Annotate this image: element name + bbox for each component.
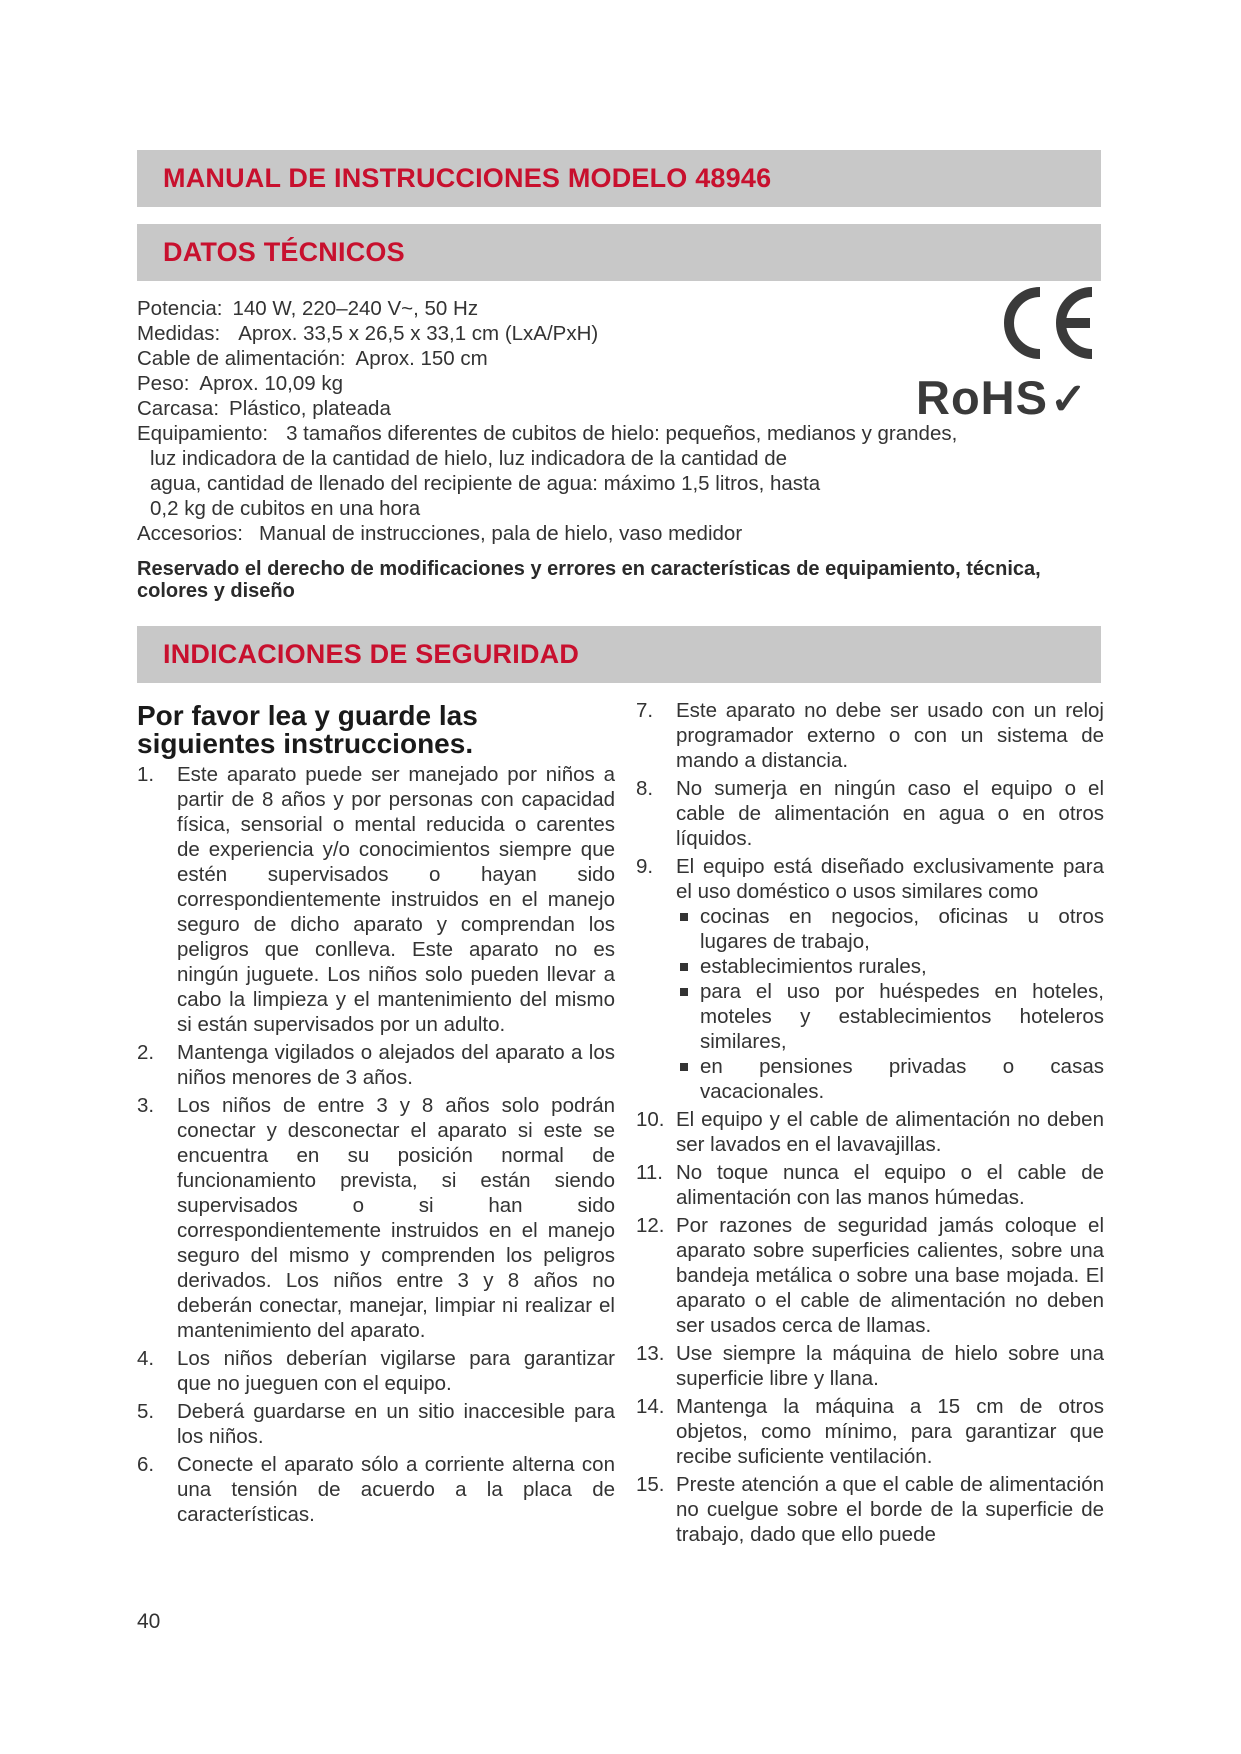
spec-equipment: Equipamiento: 3 tamaños diferentes de cubitos de hielo: pequeños, medianos y grandes,: [137, 422, 958, 445]
safety-item-number: 5.: [137, 1400, 155, 1423]
safety-item-text: Mantenga la máquina a 15 cm de otros objetos, como mínimo, para garantizar que recibe suficiente ventilación.: [676, 1395, 1104, 1468]
check-icon: ✓: [1049, 375, 1088, 424]
usage-bullet-item: [676, 954, 1104, 979]
usage-bullet-text: cocinas en negocios, oficinas u otros lugares de trabajo,: [700, 905, 1104, 953]
safety-item-text: Los niños deberían vigilarse para garantizar que no jueguen con el equipo.: [177, 1347, 615, 1395]
ce-mark-icon: [1000, 284, 1096, 362]
safety-item-number: 9.: [636, 855, 654, 878]
title-bar: [137, 150, 1101, 207]
section-title-safety: INDICACIONES DE SEGURIDAD: [163, 639, 580, 669]
safety-column-left: [137, 702, 615, 1530]
safety-item: [137, 1093, 615, 1343]
safety-item: [636, 1394, 1104, 1469]
safety-item: [137, 1399, 615, 1449]
usage-bullet-text: establecimientos rurales,: [700, 955, 927, 978]
safety-item-number: 3.: [137, 1094, 155, 1117]
usage-bullet-item: [676, 979, 1104, 1054]
rohs-mark: [916, 370, 1088, 425]
safety-item-text: Los niños de entre 3 y 8 años solo podrán conectar y desconectar el aparato si este se encuentra en su posición normal de funcionamiento prevista, si están siendo supervisados o si han sido correspondientemente instruidos en el manejo seguro del mismo y comprenden los peligros derivados. Los niños entre 3 y 8 años no deberán conectar, manejar, limpiar ni realizar el mantenimiento del aparato.: [177, 1094, 615, 1342]
safety-item-number: 12.: [636, 1214, 665, 1237]
safety-item-text: Por razones de seguridad jamás coloque el aparato sobre superficies calientes, sobre una bandeja metálica o sobre una base mojada. El aparato o el cable de alimentación no deben ser usados cerca de llamas.: [676, 1214, 1104, 1337]
rohs-label: RoHS: [916, 371, 1048, 424]
safety-item-text: Use siempre la máquina de hielo sobre una superficie libre y llana.: [676, 1342, 1104, 1390]
safety-item-number: 2.: [137, 1041, 155, 1064]
safety-item-number: 7.: [636, 699, 654, 722]
safety-heading: Por favor lea y guarde las siguientes instrucciones.: [137, 700, 478, 759]
safety-item-number: 15.: [636, 1473, 665, 1496]
safety-item-text: Este aparato puede ser manejado por niños a partir de 8 años y por personas con capacidad física, sensorial o mental reducida o carentes de experiencia y/o conocimientos siempre que estén supervisados o hayan sido correspondientemente instruidos en el manejo seguro de dicho aparato y comprendan los peligros que conlleva. Este aparato no es ningún juguete. Los niños solo pueden llevar a cabo la limpieza y el mantenimiento del mismo si están supervisados por un adulto.: [177, 763, 615, 1036]
spec-housing: Carcasa: Plástico, plateada: [137, 397, 391, 420]
safety-item: [137, 1452, 615, 1527]
usage-bullet-list: [676, 904, 1104, 1104]
safety-item-number: 1.: [137, 763, 155, 786]
safety-item: [636, 698, 1104, 773]
safety-item-text: No toque nunca el equipo o el cable de alimentación con las manos húmedas.: [676, 1161, 1104, 1209]
bullet-square-icon: [680, 988, 688, 996]
safety-item-number: 13.: [636, 1342, 665, 1365]
safety-item: [137, 762, 615, 1037]
spec-equipment-line: agua, cantidad de llenado del recipiente de agua: máximo 1,5 litros, hasta: [150, 472, 821, 495]
spec-dimensions: Medidas: Aprox. 33,5 x 26,5 x 33,1 cm (LxA/PxH): [137, 322, 599, 345]
spec-power: Potencia: 140 W, 220–240 V~, 50 Hz: [137, 297, 479, 320]
safety-list-right: [636, 698, 1104, 1547]
safety-item: [636, 1472, 1104, 1547]
safety-item: [137, 1346, 615, 1396]
spec-cable: Cable de alimentación: Aprox. 150 cm: [137, 347, 488, 370]
safety-item: [137, 1040, 615, 1090]
safety-item-number: 10.: [636, 1108, 665, 1131]
safety-item: [636, 1160, 1104, 1210]
safety-item-number: 4.: [137, 1347, 155, 1370]
section-bar-technical-data: [137, 224, 1101, 281]
safety-item-text: El equipo y el cable de alimentación no deben ser lavados en el lavavajillas.: [676, 1108, 1104, 1156]
safety-list-left: [137, 762, 615, 1527]
safety-column-right: [636, 698, 1104, 1550]
page-number: 40: [137, 1610, 161, 1633]
safety-item-number: 6.: [137, 1453, 155, 1476]
safety-item-number: 14.: [636, 1395, 665, 1418]
safety-item-text: El equipo está diseñado exclusivamente para el uso doméstico o usos similares como: [676, 855, 1104, 903]
reserved-rights-note: Reservado el derecho de modificaciones y errores en características de equipamiento, técnica, colores y diseño: [137, 558, 1041, 602]
document-title: MANUAL DE INSTRUCCIONES MODELO 48946: [163, 163, 772, 193]
section-bar-safety: [137, 626, 1101, 683]
spec-accessories: Accesorios: Manual de instrucciones, pala de hielo, vaso medidor: [137, 522, 743, 545]
bullet-square-icon: [680, 913, 688, 921]
safety-item: [636, 1341, 1104, 1391]
safety-item-text: Deberá guardarse en un sitio inaccesible para los niños.: [177, 1400, 615, 1448]
spec-weight: Peso: Aprox. 10,09 kg: [137, 372, 344, 395]
safety-item: [636, 776, 1104, 851]
safety-item-number: 11.: [636, 1161, 663, 1184]
safety-item-text: Mantenga vigilados o alejados del aparato a los niños menores de 3 años.: [177, 1041, 615, 1089]
safety-item-text: Preste atención a que el cable de alimentación no cuelgue sobre el borde de la superficie de trabajo, dado que ello puede: [676, 1473, 1104, 1546]
safety-item-number: 8.: [636, 777, 654, 800]
spec-equipment-line: luz indicadora de la cantidad de hielo, luz indicadora de la cantidad de: [150, 447, 788, 470]
safety-item-text: Conecte el aparato sólo a corriente alterna con una tensión de acuerdo a la placa de características.: [177, 1453, 615, 1526]
bullet-square-icon: [680, 963, 688, 971]
safety-item-text: Este aparato no debe ser usado con un reloj programador externo o con un sistema de mando a distancia.: [676, 699, 1104, 772]
usage-bullet-text: para el uso por huéspedes en hoteles, moteles y establecimientos hoteleros similares,: [700, 980, 1104, 1053]
spec-equipment-line: 0,2 kg de cubitos en una hora: [150, 497, 421, 520]
safety-item: [636, 854, 1104, 1104]
section-title-technical-data: DATOS TÉCNICOS: [163, 237, 405, 267]
safety-item-text: No sumerja en ningún caso el equipo o el cable de alimentación en agua o en otros líquidos.: [676, 777, 1104, 850]
usage-bullet-item: [676, 904, 1104, 954]
safety-item: [636, 1213, 1104, 1338]
usage-bullet-text: en pensiones privadas o casas vacacionales.: [700, 1055, 1104, 1103]
technical-specs: [137, 296, 1037, 546]
safety-item: [636, 1107, 1104, 1157]
bullet-square-icon: [680, 1063, 688, 1071]
usage-bullet-item: [676, 1054, 1104, 1104]
